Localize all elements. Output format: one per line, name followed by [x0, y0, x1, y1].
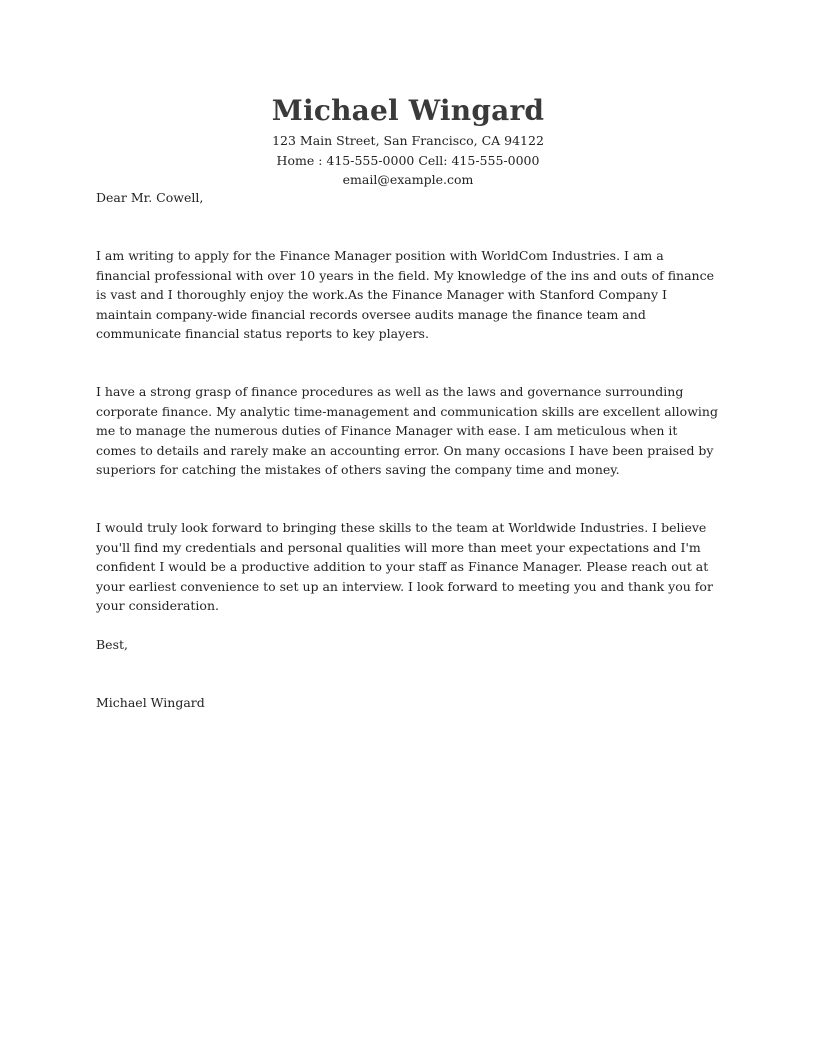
salutation: Dear Mr. Cowell,	[96, 190, 204, 205]
body-paragraph-3: I would truly look forward to bringing these skills to the team at Worldwide Industries. I believe you'll find my credentials and personal qualities will more than meet your expectations and I'm confident I would be a productive addition to your staff as Finance Manager. Please reach out at your earliest convenience to set up an interview. I look forward to meeting you and thank you for your consideration.	[96, 520, 713, 613]
closing: Best,	[96, 637, 128, 652]
body-paragraph-2: I have a strong grasp of finance procedures as well as the laws and governance surrounding corporate finance. My analytic time-management and communication skills are excellent allowing me to manage the numerous duties of Finance Manager with ease. I am meticulous when it comes to details and rarely make an accounting error. On many occasions I have been praised by superiors for catching the mistakes of others saving the company time and money.	[96, 384, 718, 477]
sender-email: email@example.com	[342, 172, 474, 187]
sender-name: Michael Wingard	[271, 94, 545, 127]
body-paragraph-1: I am writing to apply for the Finance Manager position with WorldCom Industries. I am a financial professional with over 10 years in the field. My knowledge of the ins and outs of finance is vast and I thoroughly enjoy the work.As the Finance Manager with Stanford Company I maintain company-wide financial records oversee audits manage the finance team and communicate financial status reports to key players.	[96, 248, 714, 341]
sender-phones: Home : 415-555-0000 Cell: 415-555-0000	[276, 152, 540, 168]
signature-name: Michael Wingard	[96, 695, 205, 710]
letter-header	[96, 94, 720, 190]
sender-address: 123 Main Street, San Francisco, CA 94122	[272, 133, 544, 148]
